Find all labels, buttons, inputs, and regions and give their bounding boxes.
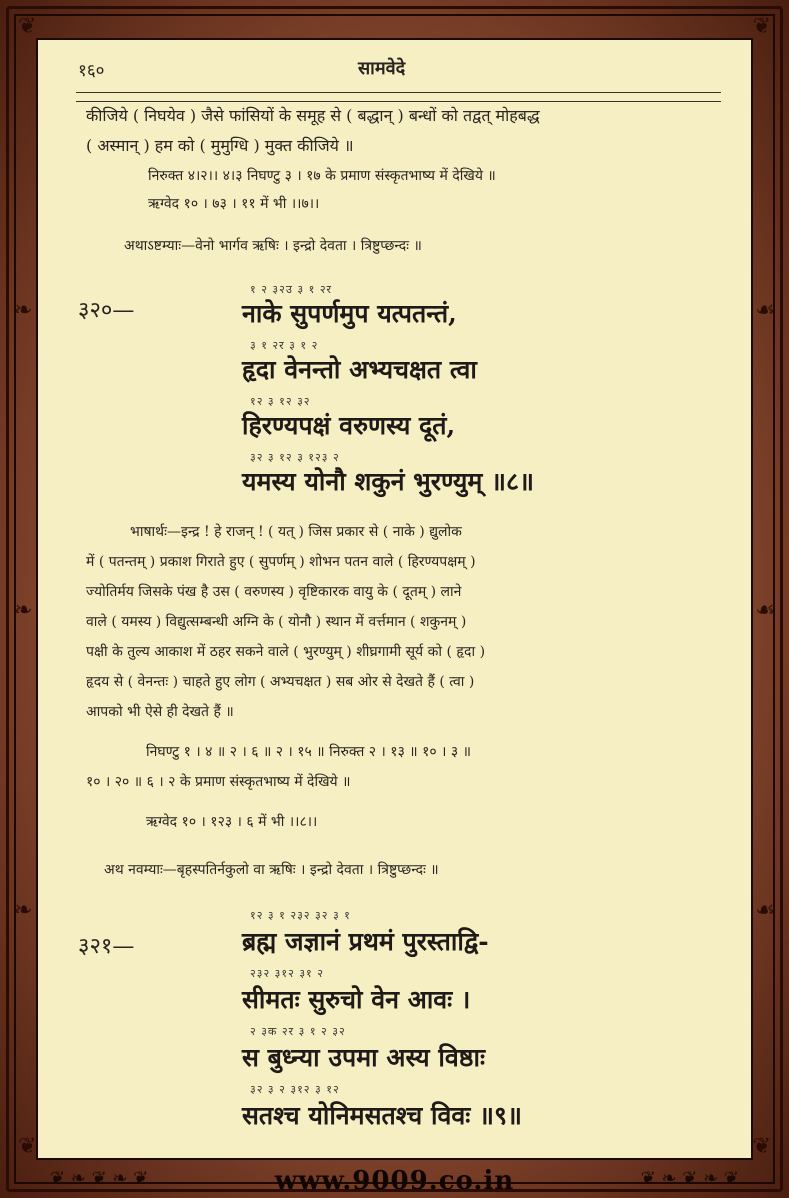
corner-ornament-icon: ❦ bbox=[18, 14, 37, 39]
mantra-line: नाके सुपर्णमुप यत्पतन्तं, bbox=[242, 299, 457, 328]
svara-marks: २३२ ३१२ ३१ २ bbox=[250, 967, 324, 980]
mantra-line: सतश्च योनिमसतश्च विवः ॥९॥ bbox=[242, 1101, 522, 1130]
svara-marks: ३२ ३ २ ३१२ ३ १२ bbox=[250, 1083, 340, 1096]
translation-line: ज्योतिर्मय जिसके पंख है उस ( वरुणस्य ) वृष्टिकारक वायु के ( दूतम् ) लाने bbox=[86, 584, 462, 600]
translation-line: पक्षी के तुल्य आकाश में ठहर सकने वाले ( भुरण्युम् ) शीघ्रगामी सूर्य को ( हृदा ) bbox=[86, 644, 486, 660]
reference-line: ऋग्वेद १० । ७३ । ११ में भी ।।७।। bbox=[148, 196, 320, 212]
corner-ornament-icon: ❦ bbox=[18, 1134, 37, 1159]
verse-heading: अथाऽष्टम्याः—वेनो भार्गव ऋषिः । इन्द्रो देवता । त्रिष्टुप्छन्दः ॥ bbox=[124, 238, 422, 254]
verse-number: ३२०— bbox=[78, 298, 135, 323]
svara-marks: १२ ३ १२ ३२ bbox=[250, 395, 311, 408]
page-number: १६० bbox=[78, 61, 105, 81]
mantra-line: हृदा वेनन्तो अभ्यचक्षत त्वा bbox=[242, 355, 477, 384]
reference-line: निरुक्त ४।२।। ४।३ निघण्टु ३ । १७ के प्रमाण संस्कृतभाष्य में देखिये ॥ bbox=[148, 168, 496, 184]
svara-marks: ३ १ २र ३ १ २ bbox=[250, 339, 319, 352]
side-ornament-icon: ☙ bbox=[755, 598, 775, 623]
side-ornament-icon: ❧ bbox=[14, 898, 33, 923]
side-ornament-icon: ☙ bbox=[755, 898, 775, 923]
svara-marks: ३२ ३ १२ ३ १२३ २ bbox=[250, 451, 340, 464]
side-ornament-icon: ❧ bbox=[14, 598, 33, 623]
translation-line: में ( पतन्तम् ) प्रकाश गिराते हुए ( सुपर्णम् ) शोभन पतन वाले ( हिरण्यपक्षम् ) bbox=[86, 554, 476, 570]
scroll-ornament-icon: ❦ ❧ ❦ ❧ ❦ bbox=[50, 1168, 149, 1189]
translation-line: वाले ( यमस्य ) विद्युत्सम्बन्धी अग्नि के ( योनौ ) स्थान में वर्त्तमान ( शकुनम् ) bbox=[86, 614, 467, 630]
side-ornament-icon: ❧ bbox=[14, 298, 33, 323]
scroll-ornament-icon: ❦ ❧ ❦ ❧ ❦ bbox=[640, 1168, 739, 1189]
translation-line: आपको भी ऐसे ही देखते हैं ॥ bbox=[86, 704, 234, 720]
corner-ornament-icon: ❦ bbox=[752, 14, 771, 39]
side-ornament-icon: ☙ bbox=[755, 298, 775, 323]
book-page bbox=[36, 38, 753, 1160]
text-line: कीजिये ( निघयेव ) जैसे फांसियों के समूह से ( बद्धान् ) बन्धों को तद्वत् मोहबद्ध bbox=[86, 106, 540, 125]
header-rule bbox=[76, 92, 721, 102]
mantra-line: हिरण्यपक्षं वरुणस्य दूतं, bbox=[242, 411, 456, 440]
svara-marks: १ २ ३२उ ३ १ २र bbox=[250, 283, 333, 296]
svara-marks: १२ ३ १ २३२ ३२ ३ १ bbox=[250, 909, 351, 922]
reference-line: ऋग्वेद १० । १२३ । ६ में भी ।।८।। bbox=[146, 814, 318, 830]
verse-number: ३२१— bbox=[78, 934, 135, 959]
mantra-line: सीमतः सुरुचो वेन आवः । bbox=[242, 985, 471, 1014]
page-title: सामवेदे bbox=[358, 58, 406, 79]
corner-ornament-icon: ❦ bbox=[752, 1134, 771, 1159]
svara-marks: २ ३क २र ३ १ २ ३२ bbox=[250, 1025, 346, 1038]
mantra-line: यमस्य योनौ शकुनं भुरण्युम् ॥८॥ bbox=[242, 467, 534, 496]
verse-heading: अथ नवम्याः—बृहस्पतिर्नकुलो वा ऋषिः । इन्द्रो देवता । त्रिष्टुप्छन्दः ॥ bbox=[104, 862, 439, 878]
reference-line: १० । २० ॥ ६ । २ के प्रमाण संस्कृतभाष्य में देखिये ॥ bbox=[86, 774, 351, 790]
translation-line: भाषार्थः—इन्द्र ! हे राजन् ! ( यत् ) जिस प्रकार से ( नाके ) द्युलोक bbox=[130, 524, 462, 540]
text-line: ( अस्मान् ) हम को ( मुमुग्धि ) मुक्त कीजिये ॥ bbox=[86, 136, 354, 155]
mantra-line: स बुध्न्या उपमा अस्य विष्ठाः bbox=[242, 1043, 486, 1072]
translation-line: हृदय से ( वेनन्तः ) चाहते हुए लोग ( अभ्यचक्षत ) सब ओर से देखते हैं ( त्वा ) bbox=[86, 674, 475, 690]
mantra-line: ब्रह्म जज्ञानं प्रथमं पुरस्ताद्वि- bbox=[242, 927, 489, 956]
site-url: www.9009.co.in bbox=[274, 1166, 515, 1196]
reference-line: निघण्टु १ । ४ ॥ २ । ६ ॥ २ । १५ ॥ निरुक्त २ । १३ ॥ १० । ३ ॥ bbox=[146, 744, 472, 760]
